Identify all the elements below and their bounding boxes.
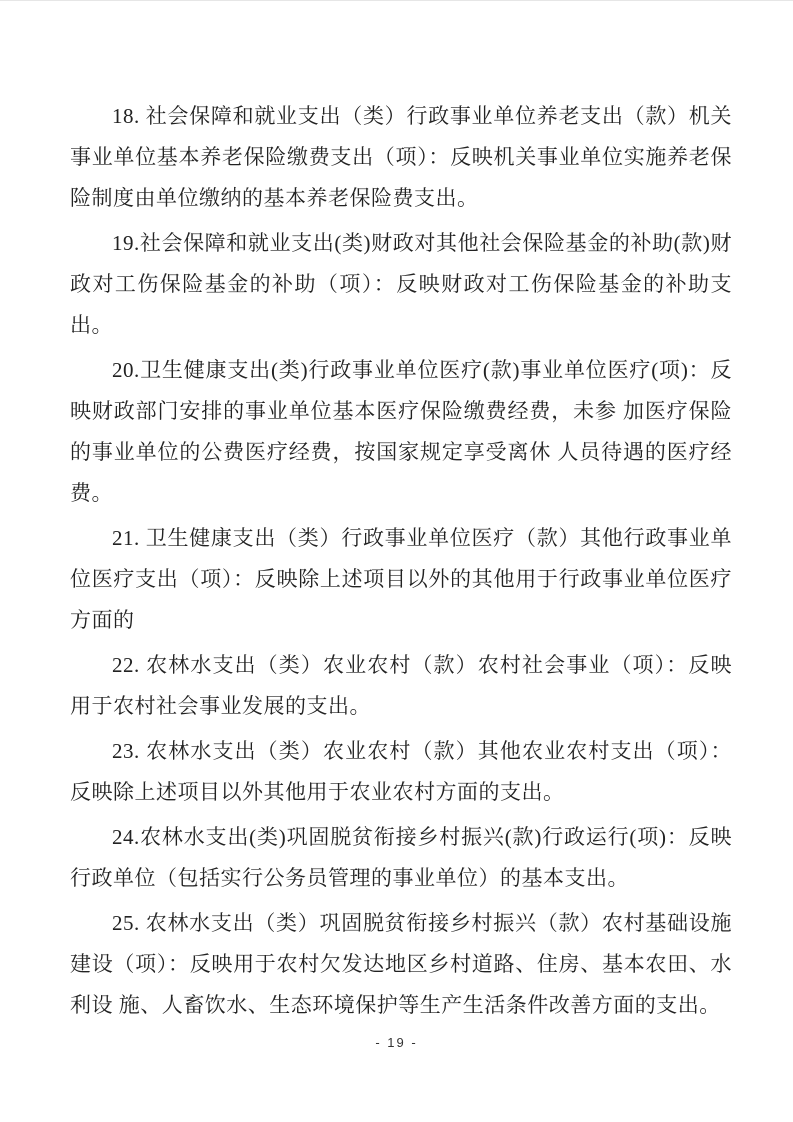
paragraph-item-20: 20.卫生健康支出(类)行政事业单位医疗(款)事业单位医疗(项)：反映财政部门安排的事业单位基本医疗保险缴费经费，未参 加医疗保险的事业单位的公费医疗经费，按国家规定享受离休 人员待遇的医疗经费。 (70, 358, 732, 505)
paragraph-item-18: 18. 社会保障和就业支出（类）行政事业单位养老支出（款）机关事业单位基本养老保险缴费支出（项）：反映机关事业单位实施养老保险制度由单位缴纳的基本养老保险费支出。 (70, 104, 732, 210)
paragraph-item-21: 21. 卫生健康支出（类）行政事业单位医疗（款）其他行政事业单位医疗支出（项）：反映除上述项目以外的其他用于行政事业单位医疗方面的 (70, 526, 732, 632)
page-number: - 19 - (375, 1035, 418, 1050)
document-body (70, 96, 732, 1030)
paragraph-item-19: 19.社会保障和就业支出(类)财政对其他社会保险基金的补助(款)财政对工伤保险基金的补助（项）：反映财政对工伤保险基金的补助支出。 (70, 231, 732, 337)
paragraph-item-23: 23. 农林水支出（类）农业农村（款）其他农业农村支出（项）：反映除上述项目以外其他用于农业农村方面的支出。 (70, 739, 732, 804)
paragraph-item-22: 22. 农林水支出（类）农业农村（款）农村社会事业（项）：反映用于农村社会事业发展的支出。 (70, 653, 732, 718)
paragraph-item-25: 25. 农林水支出（类）巩固脱贫衔接乡村振兴（款）农村基础设施建设（项）：反映用于农村欠发达地区乡村道路、住房、基本农田、水利设 施、人畜饮水、生态环境保护等生产生活条件改善方面的支出。 (70, 911, 732, 1017)
paragraph-item-24: 24.农林水支出(类)巩固脱贫衔接乡村振兴(款)行政运行(项)：反映行政单位（包括实行公务员管理的事业单位）的基本支出。 (70, 825, 732, 890)
